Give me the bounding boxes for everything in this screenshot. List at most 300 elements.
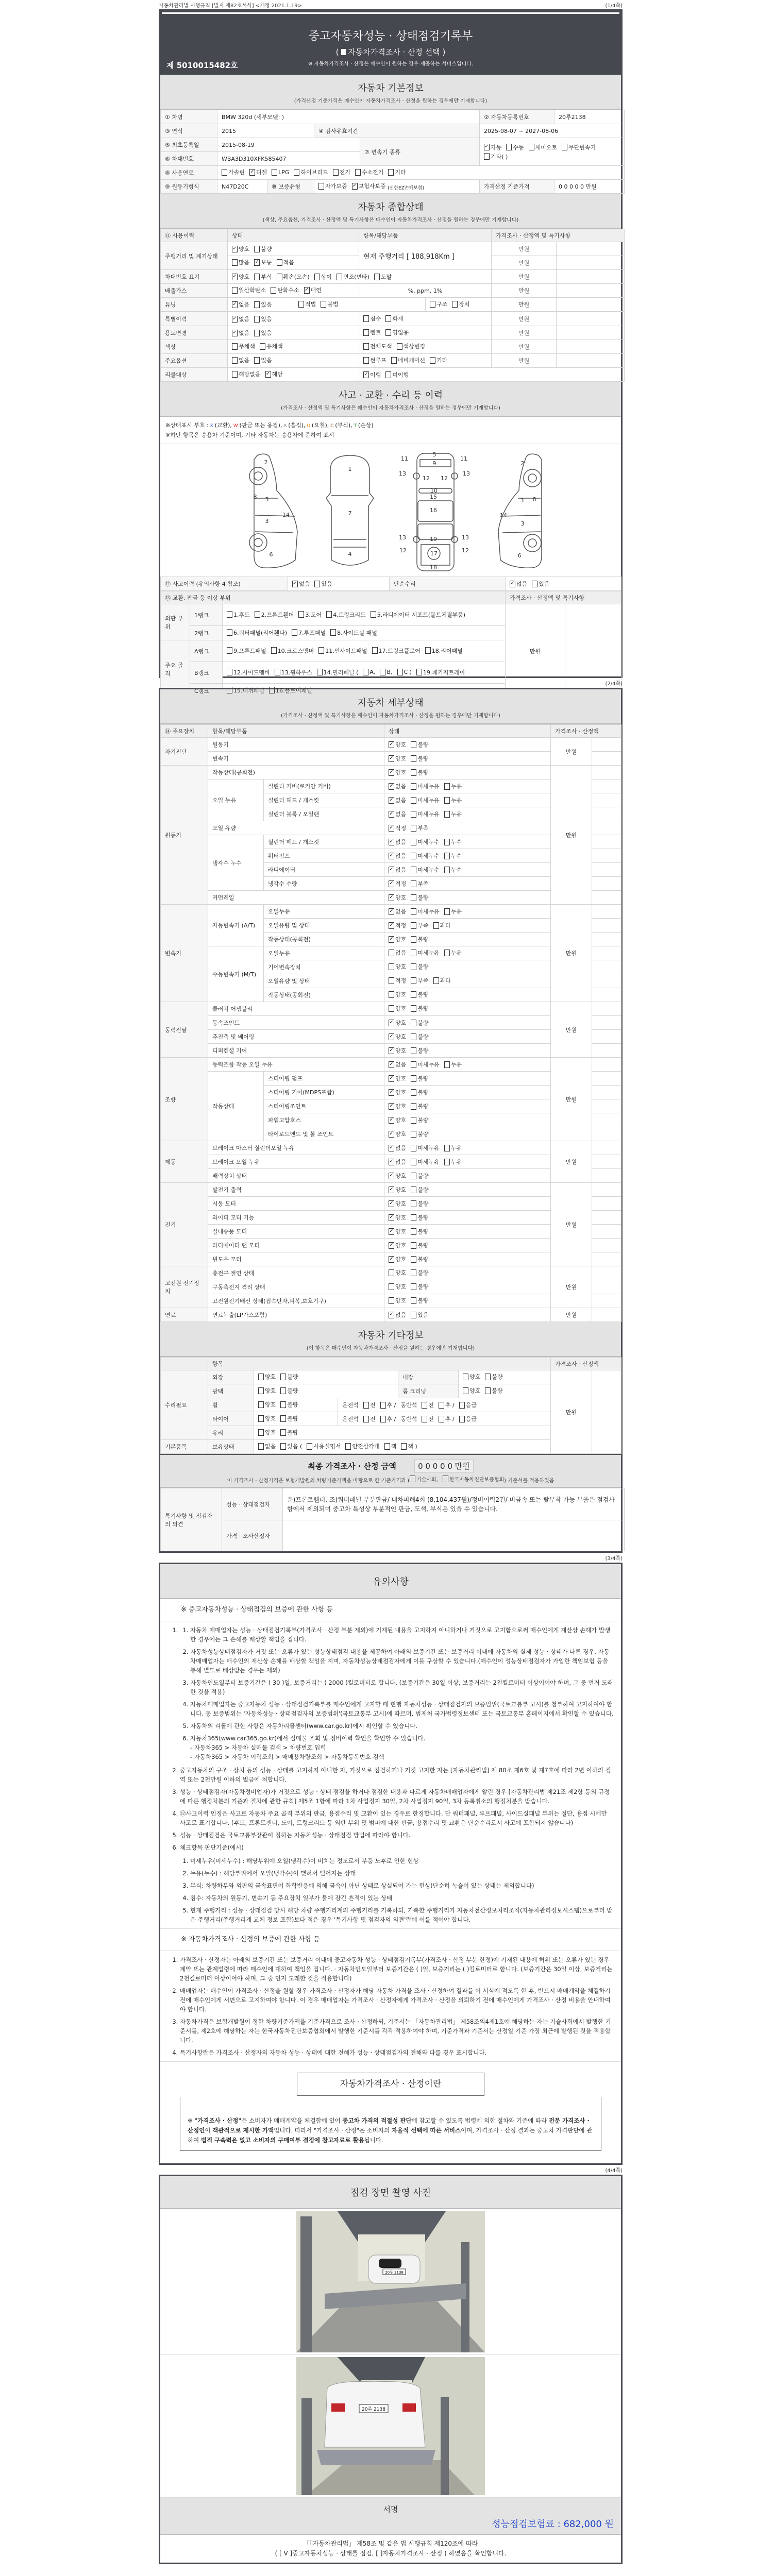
checkbox-icon[interactable] [459,1416,465,1422]
checkbox-icon[interactable] [401,1443,407,1450]
checkbox-option[interactable] [425,647,463,655]
checkbox-icon[interactable] [258,1443,264,1450]
checkbox-icon[interactable] [337,274,342,280]
checkbox-option[interactable] [227,686,264,694]
remark-cell[interactable] [592,1072,621,1086]
checkbox-option[interactable] [411,810,440,818]
checkbox-icon[interactable] [280,1415,286,1422]
checkbox-option[interactable] [280,1372,298,1381]
checkbox-icon[interactable] [260,343,265,350]
checkbox-option[interactable] [411,782,440,790]
checkbox-icon[interactable] [280,1429,286,1436]
checkbox-icon[interactable] [232,259,238,266]
checkbox-icon[interactable] [318,183,324,190]
checkbox-icon[interactable] [385,329,391,336]
checkbox-icon[interactable] [280,1374,286,1380]
checkbox-option[interactable] [389,948,406,957]
checkbox-option[interactable] [411,1296,428,1304]
checkbox-icon[interactable] [292,629,297,636]
checkbox-option[interactable] [385,328,409,336]
checkbox-icon[interactable] [318,647,324,654]
checkbox-checked-icon[interactable]: ✓ [389,1186,394,1192]
checkbox-option[interactable] [411,838,440,846]
remark-cell[interactable] [592,946,621,960]
remark-cell[interactable] [592,1197,621,1211]
checkbox-checked-icon[interactable]: ✓ [389,1144,394,1150]
checkbox-option[interactable] [411,1004,428,1012]
checkbox-option[interactable] [389,740,406,749]
checkbox-option[interactable] [411,1102,428,1110]
checkbox-icon[interactable] [371,611,376,618]
checkbox-option[interactable] [389,1074,406,1082]
checkbox-option[interactable] [232,273,249,281]
checkbox-checked-icon[interactable]: ✓ [389,1033,394,1039]
checkbox-option[interactable] [363,342,392,350]
checkbox-option[interactable] [389,962,406,971]
checkbox-icon[interactable] [425,647,431,654]
checkbox-option[interactable] [321,300,338,308]
remark-cell[interactable] [592,974,621,988]
checkbox-option[interactable] [314,580,332,588]
checkbox-option[interactable] [232,356,249,364]
checkbox-icon[interactable] [389,1283,394,1290]
checkbox-icon[interactable] [374,274,380,280]
remark-cell[interactable] [592,1155,621,1169]
remark-cell[interactable] [592,905,621,919]
checkbox-option[interactable] [444,1158,462,1166]
checkbox-option[interactable] [444,866,462,874]
checkbox-icon[interactable] [272,169,277,176]
checkbox-icon[interactable] [255,611,260,618]
checkbox-option[interactable] [389,782,406,790]
checkbox-option[interactable] [232,342,255,350]
checkbox-option[interactable] [411,1282,428,1291]
remark-cell[interactable] [557,242,625,256]
checkbox-checked-icon[interactable]: ✓ [389,1089,394,1095]
checkbox-option[interactable] [444,782,462,790]
remark-cell[interactable] [592,1086,621,1099]
remark-cell[interactable] [592,849,621,863]
checkbox-checked-icon[interactable]: ✓ [389,866,394,872]
remark-cell[interactable] [592,1030,621,1044]
checkbox-option[interactable] [422,1401,434,1409]
remark-cell[interactable] [592,960,621,974]
checkbox-icon[interactable] [389,977,394,984]
checkbox-option[interactable] [463,1386,480,1395]
checkbox-icon[interactable] [439,1416,444,1422]
checkbox-option[interactable] [227,668,270,676]
checkbox-option[interactable] [352,182,386,190]
checkbox-checked-icon[interactable]: ✓ [389,936,394,942]
checkbox-icon[interactable] [411,755,416,762]
checkbox-option[interactable] [280,1442,302,1450]
remark-cell[interactable] [557,340,625,354]
checkbox-icon[interactable] [411,1075,416,1082]
checkbox-icon[interactable] [444,1061,450,1068]
checkbox-option[interactable] [389,1282,406,1291]
checkbox-icon[interactable] [363,1402,369,1409]
checkbox-option[interactable] [389,1102,406,1110]
checkbox-icon[interactable] [389,963,394,970]
checkbox-option[interactable] [411,1199,428,1208]
checkbox-icon[interactable] [258,1401,264,1408]
checkbox-option[interactable] [389,1185,406,1194]
checkbox-checked-icon[interactable]: ✓ [232,301,237,307]
checkbox-option[interactable] [227,611,250,619]
remark-cell[interactable] [557,326,625,340]
checkbox-checked-icon[interactable]: ✓ [389,755,394,761]
checkbox-checked-icon[interactable]: ✓ [389,1228,394,1234]
checkbox-icon[interactable] [411,853,416,859]
checkbox-checked-icon[interactable]: ✓ [389,1214,394,1220]
remark-cell[interactable] [557,298,625,312]
checkbox-checked-icon[interactable]: ✓ [389,1242,394,1248]
remark-cell[interactable] [592,877,621,891]
checkbox-option[interactable] [562,143,596,151]
remark-cell[interactable] [592,933,621,946]
checkbox-option[interactable] [411,1088,428,1096]
checkbox-option[interactable] [314,273,332,281]
checkbox-icon[interactable] [411,839,416,845]
checkbox-icon[interactable] [410,1476,415,1482]
checkbox-icon[interactable] [254,330,260,336]
checkbox-icon[interactable] [411,1312,416,1318]
remark-cell[interactable] [557,256,625,270]
checkbox-icon[interactable] [363,343,369,350]
checkbox-option[interactable] [506,143,524,151]
checkbox-option[interactable] [411,962,428,971]
checkbox-icon[interactable] [254,301,260,308]
checkbox-icon[interactable] [227,687,232,693]
checkbox-option[interactable] [317,668,359,676]
checkbox-icon[interactable] [227,647,232,654]
checkbox-icon[interactable] [254,357,260,364]
checkbox-icon[interactable] [411,1103,416,1110]
checkbox-icon[interactable] [363,357,369,364]
checkbox-option[interactable] [416,668,465,676]
checkbox-icon[interactable] [254,316,260,323]
checkbox-option[interactable] [363,356,386,364]
checkbox-icon[interactable] [411,783,416,790]
checkbox-option[interactable] [254,329,272,337]
remark-cell[interactable] [592,1141,621,1155]
checkbox-checked-icon[interactable]: ✓ [389,1200,394,1206]
checkbox-option[interactable] [430,300,447,308]
checkbox-icon[interactable] [232,357,238,364]
checkbox-icon[interactable] [275,669,280,675]
checkbox-icon[interactable] [314,274,320,280]
remark-cell[interactable] [592,1294,621,1308]
checkbox-option[interactable] [389,1268,406,1277]
checkbox-option[interactable] [485,1372,502,1381]
remark-cell[interactable] [557,312,625,326]
checkbox-option[interactable] [298,611,322,619]
checkbox-option[interactable] [389,893,406,902]
checkbox-icon[interactable] [452,301,458,308]
checkbox-option[interactable] [389,976,406,985]
checkbox-icon[interactable] [411,908,416,915]
checkbox-icon[interactable] [280,1387,286,1394]
checkbox-option[interactable] [411,768,428,776]
checkbox-option[interactable] [232,315,249,323]
checkbox-option[interactable] [326,611,366,619]
checkbox-icon[interactable] [227,669,232,675]
checkbox-option[interactable] [397,669,412,675]
checkbox-option[interactable] [444,810,462,818]
checkbox-icon[interactable] [363,329,369,336]
checkbox-option[interactable] [385,370,409,379]
checkbox-option[interactable] [389,1019,406,1027]
checkbox-icon[interactable] [411,1297,416,1304]
checkbox-option[interactable] [227,629,287,637]
checkbox-icon[interactable] [397,343,402,350]
checkbox-icon[interactable] [411,1117,416,1124]
checkbox-icon[interactable] [433,922,439,929]
checkbox-option[interactable] [389,1241,406,1249]
checkbox-option[interactable] [443,1475,504,1483]
checkbox-option[interactable] [258,1442,276,1450]
checkbox-option[interactable] [355,168,384,176]
checkbox-option[interactable] [363,370,381,379]
checkbox-option[interactable] [269,686,312,694]
checkbox-checked-icon[interactable]: ✓ [389,796,394,803]
checkbox-checked-icon[interactable]: ✓ [389,1311,394,1317]
checkbox-icon[interactable] [444,839,450,845]
checkbox-option[interactable] [258,1414,276,1422]
checkbox-icon[interactable] [317,669,323,675]
checkbox-icon[interactable] [411,1131,416,1138]
checkbox-icon[interactable] [385,371,391,378]
checkbox-icon[interactable] [363,315,369,322]
checkbox-checked-icon[interactable]: ✓ [250,168,255,175]
checkbox-icon[interactable] [254,274,260,280]
checkbox-icon[interactable] [411,1005,416,1012]
checkbox-icon[interactable] [439,1402,444,1409]
checkbox-option[interactable] [380,1415,396,1423]
checkbox-option[interactable] [277,273,310,281]
checkbox-checked-icon[interactable]: ✓ [232,245,237,251]
checkbox-option[interactable] [452,300,469,308]
checkbox-option[interactable] [411,1074,428,1082]
checkbox-option[interactable] [433,921,451,929]
checkbox-option[interactable] [411,1185,428,1194]
checkbox-icon[interactable] [411,1061,416,1068]
checkbox-icon[interactable] [433,977,439,984]
checkbox-option[interactable] [389,1158,406,1166]
checkbox-checked-icon[interactable]: ✓ [510,580,515,586]
checkbox-option[interactable] [389,1213,406,1222]
checkbox-checked-icon[interactable]: ✓ [364,371,368,377]
checkbox-icon[interactable] [345,1443,351,1450]
checkbox-option[interactable] [271,286,299,294]
checkbox-icon[interactable] [411,1089,416,1096]
checkbox-option[interactable] [254,258,272,266]
checkbox-option[interactable] [389,754,406,762]
checkbox-icon[interactable] [562,144,567,150]
checkbox-option[interactable] [254,245,272,253]
checkbox-checked-icon[interactable]: ✓ [389,741,394,747]
checkbox-checked-icon[interactable]: ✓ [389,1116,394,1123]
checkbox-option[interactable] [232,300,249,309]
checkbox-checked-icon[interactable]: ✓ [389,838,394,844]
checkbox-icon[interactable] [326,611,332,618]
remark-cell[interactable] [592,1127,621,1141]
checkbox-icon[interactable] [411,1283,416,1290]
checkbox-option[interactable] [411,893,428,902]
checkbox-option[interactable] [363,314,381,323]
checkbox-icon[interactable] [330,629,336,636]
checkbox-option[interactable] [389,1311,406,1319]
checkbox-option[interactable] [371,611,465,619]
checkbox-icon[interactable] [384,1443,390,1450]
checkbox-icon[interactable] [389,1005,394,1012]
remark-cell[interactable] [592,891,621,905]
checkbox-option[interactable] [444,838,462,846]
checkbox-option[interactable] [227,647,266,655]
checkbox-option[interactable] [389,1060,406,1069]
checkbox-option[interactable] [411,740,428,749]
checkbox-icon[interactable] [411,977,416,984]
checkbox-option[interactable] [444,1060,462,1069]
checkbox-icon[interactable] [444,908,450,915]
remark-cell[interactable] [592,1058,621,1072]
checkbox-option[interactable] [389,1116,406,1124]
checkbox-option[interactable] [529,143,558,151]
checkbox-option[interactable] [411,852,440,860]
checkbox-option[interactable] [275,668,312,676]
checkbox-icon[interactable] [307,1443,312,1450]
checkbox-option[interactable] [389,838,406,846]
checkbox-option[interactable] [255,611,294,619]
checkbox-icon[interactable] [333,169,339,176]
checkbox-option[interactable] [411,754,428,762]
checkbox-icon[interactable] [363,1416,369,1422]
checkbox-option[interactable] [510,580,527,588]
checkbox-checked-icon[interactable]: ✓ [265,370,271,377]
checkbox-icon[interactable] [411,936,416,943]
checkbox-option[interactable] [532,580,549,588]
checkbox-option[interactable] [389,1172,406,1180]
checkbox-option[interactable] [444,907,462,916]
checkbox-icon[interactable] [411,1214,416,1221]
checkbox-checked-icon[interactable]: ✓ [304,286,309,293]
checkbox-checked-icon[interactable]: ✓ [255,259,259,265]
checkbox-icon[interactable] [232,287,238,294]
remark-cell[interactable] [557,284,625,298]
checkbox-option[interactable] [272,169,289,176]
checkbox-icon[interactable] [254,246,260,252]
remark-cell[interactable] [592,1239,621,1252]
checkbox-icon[interactable] [411,741,416,748]
checkbox-icon[interactable] [372,647,378,654]
checkbox-checked-icon[interactable]: ✓ [389,1172,394,1178]
checkbox-checked-icon[interactable]: ✓ [389,894,394,900]
checkbox-icon[interactable] [422,1402,427,1409]
checkbox-icon[interactable] [411,1145,416,1151]
checkbox-option[interactable] [389,852,406,860]
checkbox-icon[interactable] [389,1297,394,1304]
checkbox-option[interactable] [411,1255,428,1263]
checkbox-option[interactable] [389,768,406,776]
checkbox-icon[interactable] [380,669,385,675]
checkbox-option[interactable] [439,1415,455,1423]
remark-cell[interactable] [592,1211,621,1225]
checkbox-icon[interactable] [443,1476,448,1482]
checkbox-option[interactable] [271,647,314,655]
checkbox-icon[interactable] [411,1269,416,1276]
checkbox-option[interactable] [389,1144,406,1152]
checkbox-option[interactable] [389,1296,406,1304]
checkbox-checked-icon[interactable]: ✓ [389,1075,394,1081]
checkbox-icon[interactable] [363,669,368,675]
checkbox-icon[interactable] [397,669,403,675]
remark-cell[interactable] [592,919,621,933]
checkbox-icon[interactable] [258,1387,264,1394]
checkbox-option[interactable] [389,935,406,943]
checkbox-icon[interactable] [444,1159,450,1165]
checkbox-icon[interactable] [258,1429,264,1436]
checkbox-option[interactable] [389,1004,406,1012]
checkbox-option[interactable] [411,866,440,874]
remark-cell[interactable] [592,821,621,835]
checkbox-option[interactable] [260,342,283,350]
checkbox-option[interactable] [411,1116,428,1124]
checkbox-option[interactable] [292,629,326,637]
checkbox-option[interactable] [280,1400,298,1409]
checkbox-option[interactable] [485,1386,502,1395]
checkbox-icon[interactable] [411,1228,416,1235]
checkbox-option[interactable] [363,1415,376,1423]
checkbox-option[interactable] [459,1401,477,1409]
checkbox-icon[interactable] [411,922,416,929]
checkbox-checked-icon[interactable]: ✓ [389,1047,394,1053]
checkbox-checked-icon[interactable]: ✓ [389,824,394,831]
checkbox-icon[interactable] [227,611,232,618]
remark-cell[interactable] [592,863,621,877]
checkbox-icon[interactable] [532,581,537,587]
remark-cell[interactable] [592,835,621,849]
checkbox-option[interactable] [345,1442,379,1450]
checkbox-option[interactable] [411,1060,440,1069]
checkbox-icon[interactable] [444,853,450,859]
checkbox-icon[interactable] [269,687,275,693]
checkbox-option[interactable] [363,328,381,336]
checkbox-checked-icon[interactable]: ✓ [389,810,394,817]
checkbox-option[interactable] [389,796,406,804]
remark-cell[interactable] [592,793,621,807]
checkbox-checked-icon[interactable]: ✓ [389,1061,394,1067]
checkbox-icon[interactable] [355,169,361,176]
checkbox-option[interactable] [389,907,406,916]
checkbox-option[interactable] [411,976,428,985]
checkbox-option[interactable] [411,879,428,888]
checkbox-option[interactable] [411,1268,428,1277]
checkbox-icon[interactable] [463,1374,468,1380]
checkbox-icon[interactable] [280,1401,286,1408]
remark-cell[interactable] [557,270,625,284]
checkbox-option[interactable] [389,921,406,929]
checkbox-icon[interactable] [444,797,450,804]
checkbox-icon[interactable] [232,371,238,378]
checkbox-checked-icon[interactable]: ✓ [389,852,394,858]
checkbox-checked-icon[interactable]: ✓ [232,329,237,335]
remark-cell[interactable] [592,1252,621,1266]
checkbox-icon[interactable] [411,1020,416,1026]
checkbox-option[interactable] [363,669,375,675]
checkbox-checked-icon[interactable]: ✓ [389,1256,394,1262]
checkbox-option[interactable] [484,143,501,151]
checkbox-icon[interactable] [463,1387,468,1394]
